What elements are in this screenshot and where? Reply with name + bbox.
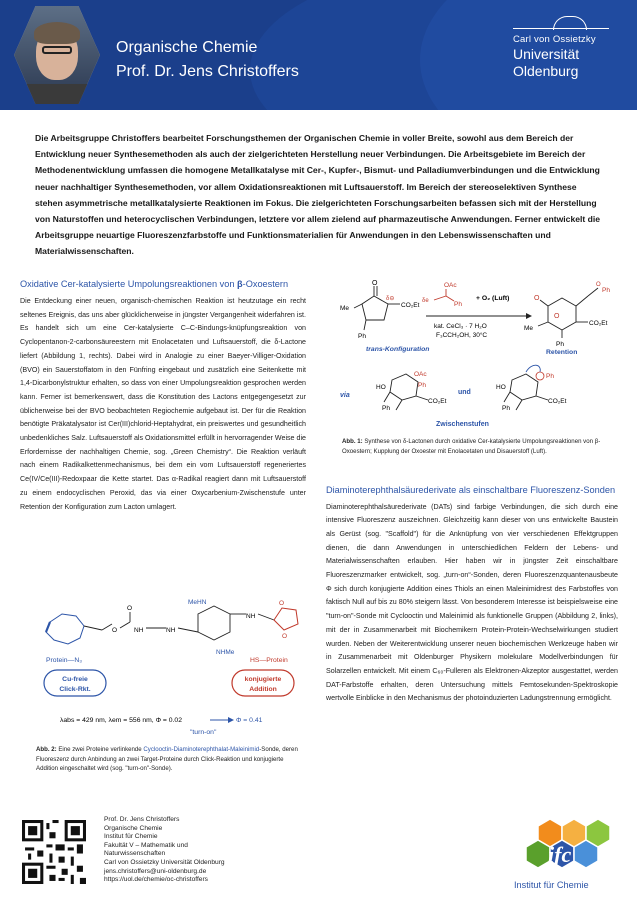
nhme-label: NHMe: [216, 649, 235, 656]
reagent-oac: OAc: [444, 282, 457, 289]
hex-green: [526, 840, 550, 868]
contact-group: Organische Chemie: [104, 824, 163, 832]
product-ph-top: Ph: [602, 287, 610, 294]
left-ph: Ph: [358, 333, 366, 340]
figure-caption-2: Abb. 2: Eine zwei Proteine verlinkende Cyclooctin-Diaminoterephthalat-Maleinimid-Sonde, deren Fluoreszenz durch Anbindung an zwei Target-Proteine durch Click-Reaktion und konjugierte Addition eingeschaltet wird (sog. "turn-on"-Sonde).: [36, 746, 298, 773]
o2-label: + O₂ (Luft): [476, 295, 510, 302]
left-me: Me: [340, 305, 350, 312]
dat-core-ring: [198, 606, 230, 640]
header-band: [0, 0, 637, 110]
click-box-line1: Cu-freie: [62, 676, 88, 683]
university-logo: [513, 34, 611, 79]
conditions-2: F₃CCH₂OH, 30°C: [436, 332, 488, 339]
nh-1: NH: [134, 627, 144, 634]
section-cer-umpolung: [20, 278, 306, 514]
contact-faculty-cont: Naturwissenschaften: [104, 850, 166, 858]
nh-3: NH: [246, 613, 256, 620]
click-box-line2: Click-Rkt.: [59, 686, 91, 693]
maleimide-o2: O: [282, 633, 288, 640]
section-fluorescence-probes: [326, 484, 618, 706]
photophysical-data: λabs = 429 nm, λem = 556 nm, Φ = 0.02: [60, 717, 182, 724]
right-me: Me: [524, 325, 534, 332]
section-title: Diaminoterephthalsäurederivate als einschaltbare Fluoreszenz-Sonden: [326, 485, 616, 495]
int1-oac: OAc: [414, 371, 427, 378]
via-label: via: [340, 392, 350, 399]
ester-o: O: [112, 627, 118, 634]
turn-on-label: "turn-on": [190, 729, 217, 736]
protein-azide: Protein—N₃: [46, 657, 83, 664]
contact-email[interactable]: jens.christoffers@uni-oldenburg.de: [104, 867, 207, 875]
uni-name-line1: Carl von Ossietzky: [513, 34, 596, 45]
nh-2: NH: [166, 627, 176, 634]
cyclopentanone-structure: [354, 286, 400, 330]
maleimide-ring: [274, 608, 298, 630]
contact-name: Prof. Dr. Jens Christoffers: [104, 816, 180, 823]
ifc-text: ifc: [548, 842, 572, 867]
reagent-ph: Ph: [454, 301, 462, 308]
portrait-photo: [14, 6, 100, 104]
int1-ph-bottom: Ph: [382, 405, 390, 412]
carbonyl-o: O: [127, 605, 133, 612]
int2-co2et: CO₂Et: [548, 398, 567, 405]
qr-code-icon: [22, 820, 86, 884]
zwischenstufen-label: Zwischenstufen: [436, 421, 489, 428]
product-o: O: [596, 282, 601, 288]
delta-minus: δ⊖: [386, 296, 395, 302]
left-co2et: CO₂Et: [401, 302, 420, 309]
section-body: Die Entdeckung einer neuen, organisch-chemischen Reaktion ist heutzutage ein recht seltenes Ereignis, das uns aber glücklicherweise in jüngster Vergangenheit widerfahren ist. Es handelt sich um eine Cer-katalysierte C–C-Bindungs-knüpfungsreaktion von Cyclopentanon-2-carbonsäureestern mit Enolacetaten und Luftsauerstoff, die δ-Lactone liefert (Abbildung 1, rechts). Dabei wird in Analogie zu einer Baeyer-Villiger-Oxidation (BVO) ein Sauerstoffatom in den Fünfring eingebaut und zusätzlich eine Seitenkette mit 1,4-Dicarbonylstruktur erhalten, so dass von einer Umpolungsreaktion gesprochen werden kann. Ferner ist bemerkenswert, dass die Konstitution des Lactons entgegengesetzt zur üblicherweise bei der BVO beobachteten Regiochemie aufgebaut ist. Der für die Reaktion benötigte Präkatalysator ist Cer(III)chlorid-Heptahydrat, ein preiswertes und gesundheitlich unbedenkliches Salz. Luftsauerstoff als Oxidationsmittel erfüllt in hervorragender Weise die Erfordernisse der nachhaltigen Chemie, sog. „Green Chemistry“. Die Reaktion verläuft nach einem Radikalkettenmechanismus, bei dem ein vom Luftsauerstoff regeneriertes Ce(IV/Ce(III)-Redoxpaar die Kette startet. Das α-Radikal reagiert dann mit Luftsauerstoff zu einem endocyclischen Peroxid, das via einer Oxycarbenium-Zwischenstufe unter Retention der Konfiguration zum Lacton umlagert.: [20, 297, 306, 511]
int1-ho: HO: [376, 384, 386, 391]
section-body: Diaminoterephthalsäurederivate (DATs) sind farbige Verbindungen, die sich durch eine intensive Fluoreszenz auszeichnen. Gleichzeitig kann dieser von uns entwickelte Baustein als Gerüst (sog. "Scaffold") für die Anknüpfung von vier verschiedenen Effektgruppen dienen, die dann Anwendungen in unterschiedlichen Feldern der Lebens- und Materialwissenschaften erlauben. Hier haben wir in jüngster Zeit einschaltbare Fluoreszenzmarker entwickelt, sog. „turn-on“-Sonden, deren Fluoreszenzquantenausbeute Φ sich durch konjugierte Addition eines Thiols an einen Maleinimidrest des Farbstoffes von faktisch Null auf bis zu 80% steigern lässt. Von besonderem Interesse ist beispielsweise eine "turn-on"-Sonde mit Cyclooctin und Maleinimid als funktionelle Gruppen (Abbildung 2, links), mit der in Zusammenarbeit mit Biochemikern Protein-Protein-Wechselwirkungen studiert wurden. Neben der Weiterentwicklung unserer neuen biochemischen Werkzeuge haben wir in Zusammenarbeit mit Oldenburger Physikern molekulare Modellverbindungen für Solarzellen entwickelt. Mit einem C₆₀-Fulleren als Elektronen-Akzeptor ausgestattet, werden DAT-Farbstoffe erhalten, deren Untersuchung mittels Femtosekunden-Spektroskopie wertvolle Einblicke in den Mechanismus der photoinduzierten Ladungstrennung ermöglicht.: [326, 502, 618, 703]
contact-url[interactable]: https://uol.de/chemie/oc-christoffers: [104, 876, 208, 884]
logo-line: [513, 28, 609, 29]
contact-university: Carl von Ossietzky Universität Oldenburg: [104, 858, 225, 866]
trans-label: trans-Konfiguration: [366, 346, 430, 353]
und-label: und: [458, 389, 471, 396]
int2-ho: HO: [496, 384, 506, 391]
cyclooctyne-ring: [46, 614, 84, 644]
int1-co2et: CO₂Et: [428, 398, 447, 405]
lactone-oxygen: O: [534, 295, 540, 302]
hs-protein: HS—Protein: [250, 657, 288, 664]
intermediate-1: [384, 374, 428, 410]
delta-label: δe: [422, 298, 429, 304]
figure-caption-1: Abb. 1: Synthese von δ-Lactonen durch oxidative Cer-katalysierte Umpolungsreaktionen von β-Oxoestern; Kupplung der Oxoester mit Enolacetaten und Disauerstoff (Luft).: [342, 438, 601, 455]
uni-name-line2: Universität: [513, 46, 580, 62]
mehn-label: MeHN: [188, 599, 207, 606]
ring-oxygen: O: [554, 313, 560, 320]
contact-block: [104, 816, 225, 885]
scheme-lactone-synthesis: [326, 276, 618, 436]
contact-institute: Institut für Chemie: [104, 833, 158, 841]
scheme-turn-on-probe: [20, 594, 310, 744]
header-professor: Prof. Dr. Jens Christoffers: [116, 63, 299, 80]
int2-ph-bottom: Ph: [502, 405, 510, 412]
header-title: [116, 36, 299, 84]
section-title: Oxidative Cer-katalysierte Umpolungsreaktionen von β-Oxoestern: [20, 279, 289, 289]
maleimide-o1: O: [279, 600, 285, 607]
hex-lime: [586, 819, 610, 847]
phi-turn-on: Φ = 0.41: [236, 717, 263, 724]
intro-paragraph: Die Arbeitsgruppe Christoffers bearbeitet Forschungsthemen der Organischen Chemie in voller Breite, sowohl aus dem Bereich der Entwicklung neuer Synthesemethoden als auch der zielgerichteten Herstellung neuer Verbindungen. Die Arbeitsgebiete im Bereich der Methodenentwicklung umfassen die homogene Metallkatalyse mit Cer-, Kupfer-, Bismut- und Palladiumverbindungen und die Entwicklung neuer nachhaltiger Synthesemethoden, vor allem Oxidationsreaktionen mit Luftsauerstoff. Im Bereich der stereoselektiven Synthese stehen asymmetrische metallkatalysierte Reaktionen im Fokus. Die zielgerichteten Forschungsarbeiten befassen sich mit der Herstellung von Naturstoffen und heterocyclischen Verbindungen, letztere vor allem zielend auf pharmazeutische Anwendungen. Ferner entwickelt die Arbeitsgruppe neuartige Fluoreszenzfarbstoffe und Funktionsmaterialien für Anwendungen in den Lebenswissenschaften und Materialwissenschaften.: [35, 133, 601, 257]
right-co2et: CO₂Et: [589, 320, 608, 327]
uni-name-line3: Oldenburg: [513, 63, 579, 79]
addition-box-line1: konjugierte: [244, 676, 282, 683]
header-subject: Organische Chemie: [116, 39, 258, 56]
retention-label: Retention: [546, 349, 578, 356]
contact-faculty: Fakultät V – Mathematik und: [104, 841, 188, 849]
oxycarbenium-charge: [536, 372, 544, 380]
addition-box-line2: Addition: [249, 686, 277, 693]
right-ph: Ph: [556, 341, 564, 348]
lactone-structure: [538, 288, 598, 338]
conditions-1: kat. CeCl₃ · 7 H₂O: [434, 323, 487, 330]
oxygen-label: O: [372, 280, 378, 287]
int2-ph: Ph: [546, 373, 554, 380]
int1-ph: Ph: [418, 382, 426, 389]
ifc-label: Institut für Chemie: [514, 880, 589, 890]
